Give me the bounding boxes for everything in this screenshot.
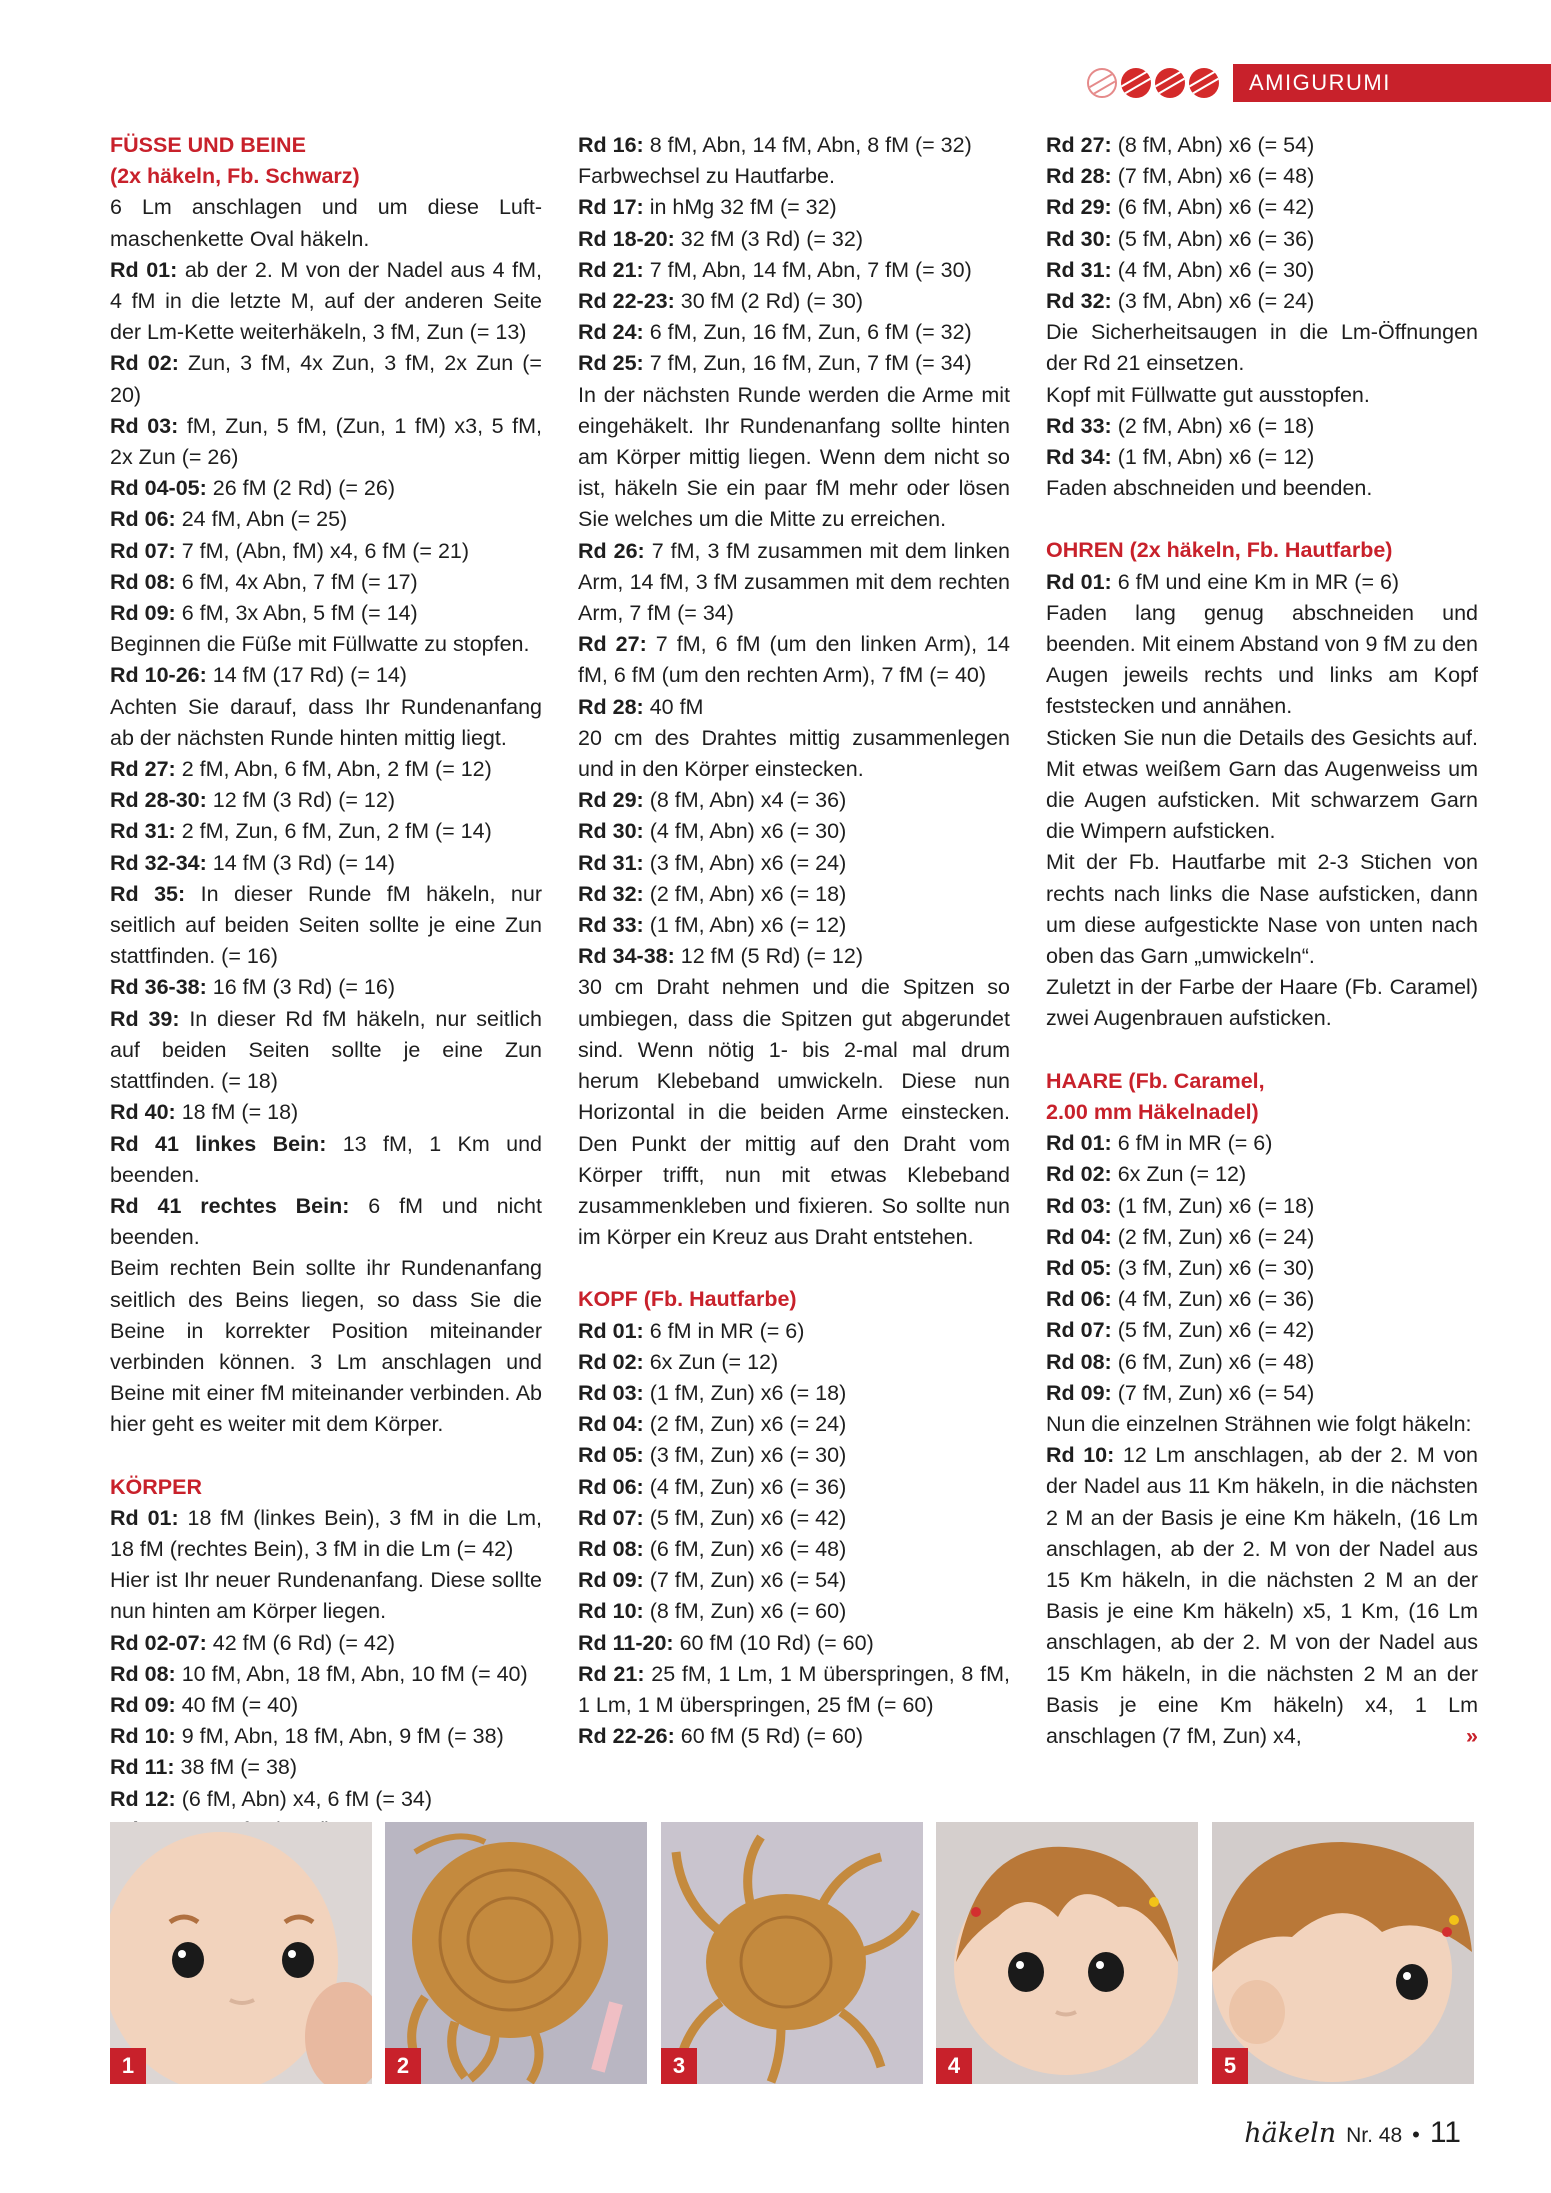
yarn-ball-icon <box>1155 68 1185 98</box>
round-label: Rd 01: <box>1046 1131 1112 1156</box>
round-instruction <box>578 1472 1010 1503</box>
round-label: Rd 08: <box>578 1536 644 1561</box>
round-text: 25 fM, 1 Lm, 1 M überspringen, 8 fM, 1 Lm, 1 M überspringen, 25 fM (= 60) <box>578 1661 1010 1717</box>
magazine-brand: häkeln <box>1244 2118 1337 2149</box>
round-label: Rd 03: <box>1046 1193 1112 1218</box>
round-label: Rd 10: <box>110 1724 176 1749</box>
round-text: 7 fM, 6 fM (um den linken Arm), 14 fM, 6 fM (um den rechten Arm), 7 fM (= 40) <box>578 632 1010 688</box>
round-label: Rd 06: <box>110 507 176 532</box>
text-column-3 <box>1046 130 1478 1752</box>
round-instruction <box>578 286 1010 317</box>
round-instruction <box>1046 286 1478 317</box>
round-label: Rd 09: <box>110 1692 176 1717</box>
round-instruction <box>110 411 542 473</box>
round-text: (3 fM, Abn) x6 (= 24) <box>643 850 847 875</box>
round-instruction <box>110 536 542 567</box>
round-label: Rd 29: <box>1046 195 1112 220</box>
round-label: Rd 07: <box>1046 1318 1112 1343</box>
section-spacer <box>1046 504 1478 535</box>
round-text: (1 fM, Abn) x6 (= 12) <box>1111 445 1315 470</box>
round-label: Rd 31: <box>578 850 644 875</box>
round-label: Rd 04: <box>1046 1224 1112 1249</box>
round-text: Zun, 3 fM, 4x Zun, 3 fM, 2x Zun (= 20) <box>110 351 542 407</box>
round-text: (5 fM, Zun) x6 (= 42) <box>1111 1318 1315 1343</box>
round-label: Rd 41 rechtes Bein: <box>110 1193 350 1218</box>
footer-bullet: • <box>1412 2122 1420 2147</box>
photo-number: 1 <box>110 2048 146 2084</box>
round-instruction <box>1046 161 1478 192</box>
round-text: (8 fM, Abn) x6 (= 54) <box>1111 133 1315 157</box>
instruction-text: 20 cm des Drahtes mittig zusammenlegen und in den Körper einstecken. <box>578 725 1010 782</box>
round-label: Rd 10: <box>1046 1443 1115 1468</box>
round-text: 16 fM (3 Rd) (= 16) <box>206 975 395 1000</box>
photo-5 <box>1212 1822 1474 2084</box>
round-instruction <box>1046 1191 1478 1222</box>
round-label: Rd 05: <box>1046 1255 1112 1280</box>
instruction-text: Farbwechsel zu Hautfarbe. <box>578 164 835 189</box>
round-label: Rd 31: <box>1046 257 1112 282</box>
round-label: Rd 39: <box>110 1006 180 1031</box>
photo-3-image <box>661 1822 923 2084</box>
round-instruction <box>578 1659 1010 1721</box>
round-instruction <box>110 1004 542 1098</box>
round-label: Rd 27: <box>110 757 176 782</box>
round-text: 2 fM, Zun, 6 fM, Zun, 2 fM (= 14) <box>175 819 492 844</box>
round-instruction <box>110 1690 542 1721</box>
issue-number: Nr. 48 <box>1346 2124 1403 2147</box>
round-label: Rd 01: <box>1046 569 1112 594</box>
round-text: (4 fM, Abn) x6 (= 30) <box>643 819 847 844</box>
round-label: Rd 22-26: <box>578 1724 675 1749</box>
round-text: (5 fM, Abn) x6 (= 36) <box>1111 226 1315 251</box>
round-label: Rd 35: <box>110 881 186 906</box>
photo-number: 2 <box>385 2048 421 2084</box>
round-label: Rd 09: <box>1046 1380 1112 1405</box>
round-instruction <box>110 1721 542 1752</box>
round-text: (3 fM, Zun) x6 (= 30) <box>1111 1255 1315 1280</box>
instruction-text: Beginnen die Füße mit Füllwatte zu stopfen. <box>110 632 530 657</box>
round-label: Rd 21: <box>578 1661 645 1686</box>
round-text: (2 fM, Abn) x6 (= 18) <box>1111 413 1315 438</box>
round-text: (7 fM, Zun) x6 (= 54) <box>1111 1380 1315 1405</box>
round-text: 6x Zun (= 12) <box>1111 1162 1247 1187</box>
round-instruction <box>110 598 542 629</box>
round-text: (4 fM, Abn) x6 (= 30) <box>1111 257 1315 282</box>
round-text: 12 fM (3 Rd) (= 12) <box>206 788 395 813</box>
round-instruction <box>578 1534 1010 1565</box>
round-text: (1 fM, Zun) x6 (= 18) <box>643 1380 847 1405</box>
round-label: Rd 04-05: <box>110 476 207 501</box>
round-instruction <box>578 192 1010 223</box>
round-text: (3 fM, Abn) x6 (= 24) <box>1111 289 1315 314</box>
round-label: Rd 11-20: <box>578 1630 674 1655</box>
round-label: Rd 03: <box>578 1380 644 1405</box>
round-text: 14 fM (17 Rd) (= 14) <box>206 663 407 688</box>
yarn-ball-icon <box>1189 68 1219 98</box>
round-label: Rd 02: <box>578 1349 644 1374</box>
section-heading: 2.00 mm Häkelnadel) <box>1046 1099 1259 1124</box>
photo-4-image <box>936 1822 1198 2084</box>
section-heading: KOPF (Fb. Hautfarbe) <box>578 1287 797 1312</box>
round-label: Rd 24: <box>578 320 644 345</box>
round-label: Rd 12: <box>110 1786 176 1811</box>
round-instruction <box>578 1440 1010 1471</box>
round-instruction <box>110 1097 542 1128</box>
round-instruction <box>578 1721 1010 1752</box>
round-text: 26 fM (2 Rd) (= 26) <box>206 476 395 501</box>
round-label: Rd 06: <box>1046 1287 1112 1312</box>
round-label: Rd 25: <box>578 351 644 376</box>
instruction-text: Zuletzt in der Farbe der Haare (Fb. Caramel) zwei Augenbrauen aufsticken. <box>1046 975 1478 1031</box>
round-instruction <box>110 567 542 598</box>
round-label: Rd 27: <box>1046 133 1112 157</box>
photo-2-image <box>385 1822 647 2084</box>
round-instruction <box>1046 1159 1478 1190</box>
round-text: 14 fM (3 Rd) (= 14) <box>206 850 395 875</box>
section-heading: OHREN (2x häkeln, Fb. Hautfarbe) <box>1046 538 1393 563</box>
round-instruction <box>110 1628 542 1659</box>
round-text: 6 fM, Zun, 16 fM, Zun, 6 fM (= 32) <box>643 320 972 345</box>
round-text: In dieser Rd fM häkeln, nur seitlich auf beiden Seiten sollte je eine Zun stattfinden. (= 18) <box>110 1006 542 1094</box>
round-label: Rd 07: <box>578 1505 644 1530</box>
round-text: (5 fM, Zun) x6 (= 42) <box>643 1505 847 1530</box>
round-text: (6 fM, Zun) x6 (= 48) <box>643 1536 847 1561</box>
round-instruction <box>110 1784 542 1815</box>
photo-4 <box>936 1822 1198 2084</box>
round-instruction <box>110 1191 542 1253</box>
round-instruction <box>1046 255 1478 286</box>
section-spacer <box>1046 1035 1478 1066</box>
round-instruction <box>110 972 542 1003</box>
round-label: Rd 33: <box>578 913 644 938</box>
round-instruction <box>1046 1347 1478 1378</box>
section-spacer <box>578 1253 1010 1284</box>
section-heading: KÖRPER <box>110 1474 202 1499</box>
round-instruction <box>110 1752 542 1783</box>
round-label: Rd 09: <box>578 1568 644 1593</box>
round-label: Rd 28: <box>578 694 644 719</box>
photo-2 <box>385 1822 647 2084</box>
round-text: (6 fM, Zun) x6 (= 48) <box>1111 1349 1315 1374</box>
round-label: Rd 10-26: <box>110 663 207 688</box>
round-text: 38 fM (= 38) <box>174 1755 298 1780</box>
round-instruction <box>110 473 542 504</box>
round-instruction <box>1046 1253 1478 1284</box>
photo-1 <box>110 1822 372 2084</box>
round-text: 60 fM (5 Rd) (= 60) <box>674 1724 863 1749</box>
round-instruction <box>578 1565 1010 1596</box>
round-label: Rd 03: <box>110 413 179 438</box>
round-instruction <box>110 1129 542 1191</box>
round-text: fM, Zun, 5 fM, (Zun, 1 fM) x3, 5 fM, 2x Zun (= 26) <box>110 413 542 470</box>
yarn-ball-icon <box>1121 68 1151 98</box>
round-instruction <box>110 504 542 535</box>
round-instruction <box>1046 1315 1478 1346</box>
round-instruction <box>578 1628 1010 1659</box>
round-text: (1 fM, Abn) x6 (= 12) <box>643 913 847 938</box>
continued-icon: » <box>1466 1723 1478 1748</box>
round-label: Rd 01: <box>110 257 178 282</box>
instruction-text: Nun die einzelnen Strähnen wie folgt häkeln: <box>1046 1411 1472 1436</box>
round-text: 2 fM, Abn, 6 fM, Abn, 2 fM (= 12) <box>175 757 492 782</box>
round-instruction <box>110 348 542 410</box>
round-text: 7 fM, Abn, 14 fM, Abn, 7 fM (= 30) <box>643 257 972 282</box>
round-label: Rd 41 linkes Bein: <box>110 1131 327 1156</box>
round-text: 6 fM in MR (= 6) <box>1111 1131 1273 1156</box>
round-label: Rd 11: <box>110 1755 175 1780</box>
round-text: (4 fM, Zun) x6 (= 36) <box>1111 1287 1315 1312</box>
page-footer <box>1244 2116 1461 2150</box>
round-label: Rd 09: <box>110 601 176 626</box>
round-text: (8 fM, Abn) x4 (= 36) <box>643 788 847 813</box>
round-instruction <box>578 317 1010 348</box>
round-text: 12 fM (5 Rd) (= 12) <box>674 944 863 969</box>
round-text: 40 fM (= 40) <box>175 1692 299 1717</box>
round-label: Rd 05: <box>578 1443 644 1468</box>
section-heading: HAARE (Fb. Caramel, <box>1046 1068 1265 1093</box>
round-text: 9 fM, Abn, 18 fM, Abn, 9 fM (= 38) <box>175 1724 504 1749</box>
round-instruction <box>578 348 1010 379</box>
round-instruction <box>578 255 1010 286</box>
round-label: Rd 06: <box>578 1474 644 1499</box>
round-text: 6 fM in MR (= 6) <box>643 1318 805 1343</box>
round-label: Rd 07: <box>110 538 176 563</box>
round-text: 40 fM <box>643 694 704 719</box>
round-instruction <box>578 848 1010 879</box>
page-number: 11 <box>1429 2116 1461 2149</box>
round-instruction <box>578 1378 1010 1409</box>
round-label: Rd 32: <box>578 881 644 906</box>
round-instruction <box>110 660 542 691</box>
round-text: 7 fM, 3 fM zusammen mit dem linken Arm, 14 fM, 3 fM zusammen mit dem rechten Arm, 7 fM (= 34) <box>578 538 1010 626</box>
instruction-text: Kopf mit Füllwatte gut ausstopfen. <box>1046 382 1370 407</box>
round-instruction <box>578 1503 1010 1534</box>
instruction-text: Sticken Sie nun die Details des Gesichts auf. Mit etwas weißem Garn das Augenweiss um die Augen aufsticken. Mit schwarzem Garn die Wimpern aufsticken. <box>1046 725 1478 844</box>
round-text: 8 fM, Abn, 14 fM, Abn, 8 fM (= 32) <box>643 133 972 157</box>
round-label: Rd 04: <box>578 1412 644 1437</box>
yarn-balls-logo <box>1087 68 1219 98</box>
round-instruction <box>578 1316 1010 1347</box>
round-instruction <box>1046 567 1478 598</box>
round-instruction <box>110 879 542 973</box>
round-label: Rd 40: <box>110 1100 176 1125</box>
round-text: (4 fM, Zun) x6 (= 36) <box>643 1474 847 1499</box>
round-instruction <box>110 255 542 349</box>
round-label: Rd 33: <box>1046 413 1112 438</box>
round-text: (2 fM, Zun) x6 (= 24) <box>1111 1224 1315 1249</box>
text-column-1 <box>110 130 542 1846</box>
round-label: Rd 08: <box>1046 1349 1112 1374</box>
round-text: 42 fM (6 Rd) (= 42) <box>206 1630 395 1655</box>
round-label: Rd 28-30: <box>110 788 207 813</box>
photo-3 <box>661 1822 923 2084</box>
section-spacer <box>110 1441 542 1472</box>
round-label: Rd 02: <box>1046 1162 1112 1187</box>
round-instruction <box>1046 411 1478 442</box>
round-text: 6x Zun (= 12) <box>643 1349 779 1374</box>
round-label: Rd 34: <box>1046 445 1112 470</box>
round-instruction <box>1046 130 1478 161</box>
round-instruction <box>578 629 1010 691</box>
round-instruction <box>1046 1378 1478 1409</box>
round-instruction <box>578 785 1010 816</box>
section-tag: AMIGURUMI <box>1233 64 1551 102</box>
photo-1-image <box>110 1822 372 2084</box>
round-label: Rd 34-38: <box>578 944 675 969</box>
round-label: Rd 02: <box>110 351 179 376</box>
round-label: Rd 30: <box>578 819 644 844</box>
round-instruction <box>578 816 1010 847</box>
round-text: 7 fM, (Abn, fM) x4, 6 fM (= 21) <box>175 538 470 563</box>
round-text: (6 fM, Abn) x4, 6 fM (= 34) <box>175 1786 433 1811</box>
round-text: 18 fM (= 18) <box>175 1100 299 1125</box>
round-label: Rd 27: <box>578 632 647 657</box>
round-label: Rd 17: <box>578 195 644 220</box>
yarn-ball-icon <box>1087 68 1117 98</box>
instruction-text: Mit der Fb. Hautfarbe mit 2-3 Stichen von rechts nach links die Nase aufsticken, dann um diese aufgestickte Nase von unten nach oben das Garn „umwickeln“. <box>1046 850 1478 969</box>
round-instruction <box>1046 224 1478 255</box>
round-text: 13 fM, 1 Km und beenden. <box>110 1131 543 1187</box>
round-instruction <box>1046 1222 1478 1253</box>
round-instruction <box>1046 192 1478 223</box>
round-instruction <box>578 692 1010 723</box>
round-instruction <box>578 130 1010 161</box>
round-label: Rd 22-23: <box>578 289 675 314</box>
round-label: Rd 21: <box>578 257 644 282</box>
round-instruction <box>110 785 542 816</box>
instruction-text: Hier ist Ihr neuer Rundenanfang. Diese sollte nun hinten am Körper liegen. <box>110 1568 542 1624</box>
round-text: 30 fM (2 Rd) (= 30) <box>674 289 863 314</box>
round-label: Rd 01: <box>110 1505 179 1530</box>
round-label: Rd 29: <box>578 788 644 813</box>
round-text: 6 fM, 3x Abn, 5 fM (= 14) <box>175 601 418 626</box>
round-instruction <box>110 816 542 847</box>
round-label: Rd 28: <box>1046 164 1112 189</box>
round-text: (2 fM, Zun) x6 (= 24) <box>643 1412 847 1437</box>
photo-number: 5 <box>1212 2048 1248 2084</box>
round-text: (6 fM, Abn) x6 (= 42) <box>1111 195 1315 220</box>
round-text: 7 fM, Zun, 16 fM, Zun, 7 fM (= 34) <box>643 351 972 376</box>
round-text: (3 fM, Zun) x6 (= 30) <box>643 1443 847 1468</box>
round-instruction <box>578 224 1010 255</box>
round-text: 6 fM und nicht beenden. <box>110 1193 542 1250</box>
round-instruction <box>578 1347 1010 1378</box>
photo-number: 4 <box>936 2048 972 2084</box>
round-text: 12 Lm anschlagen, ab der 2. M von der Nadel aus 11 Km häkeln, in die nächsten 2 M an der Basis je eine Km häkeln, (16 Lm anschlagen, ab der 2. M von der Nadel aus 15 Km häkeln, in die nächsten 2 M an der Basis je eine Km häkeln) x5, 1 Km, (16 Lm anschlagen, ab der 2. M von der Nadel aus 15 Km häkeln, in die nächsten 2 M an der Basis je eine Km häkeln) x4, 1 Lm anschlagen (7 fM, Zun) x4, <box>1046 1443 1478 1748</box>
round-label: Rd 02-07: <box>110 1630 207 1655</box>
round-instruction <box>578 1596 1010 1627</box>
round-label: Rd 32-34: <box>110 850 207 875</box>
round-instruction <box>1046 1440 1478 1752</box>
round-label: Rd 08: <box>110 569 176 594</box>
round-label: Rd 31: <box>110 819 176 844</box>
round-text: in hMg 32 fM (= 32) <box>643 195 837 220</box>
round-text: (7 fM, Zun) x6 (= 54) <box>643 1568 847 1593</box>
text-column-2 <box>578 130 1010 1752</box>
round-label: Rd 32: <box>1046 289 1112 314</box>
round-instruction <box>110 1659 542 1690</box>
round-instruction <box>578 536 1010 630</box>
section-heading: (2x häkeln, Fb. Schwarz) <box>110 164 360 189</box>
instruction-text: Beim rechten Bein sollte ihr Rundenanfang seitlich des Beins liegen, so dass Sie die Beine in korrekter Position miteinander verbinden können. 3 Lm anschlagen und Beine mit einer fM miteinander verbinden. Ab hier geht es weiter mit dem Körper. <box>110 1256 542 1437</box>
round-instruction <box>578 941 1010 972</box>
round-text: (8 fM, Zun) x6 (= 60) <box>643 1599 847 1624</box>
photo-number: 3 <box>661 2048 697 2084</box>
round-text: (7 fM, Abn) x6 (= 48) <box>1111 164 1315 189</box>
instruction-text: In der nächsten Runde werden die Arme mit eingehäkelt. Ihr Rundenanfang sollte hinten am Körper mittig liegen. Wenn dem nicht so ist, häkeln Sie ein paar fM mehr oder lösen Sie welches um die Mitte zu erreichen. <box>578 382 1010 532</box>
section-header <box>1087 64 1551 102</box>
round-instruction <box>110 1503 542 1565</box>
round-label: Rd 18-20: <box>578 226 675 251</box>
round-label: Rd 08: <box>110 1661 176 1686</box>
photo-strip <box>110 1822 1474 2084</box>
round-instruction <box>110 754 542 785</box>
round-text: 18 fM (linkes Bein), 3 fM in die Lm, 18 fM (rechtes Bein), 3 fM in die Lm (= 42) <box>110 1505 542 1561</box>
instruction-text: Achten Sie darauf, dass Ihr Rundenanfang ab der nächsten Runde hinten mittig liegt. <box>110 694 542 750</box>
round-text: 32 fM (3 Rd) (= 32) <box>674 226 863 251</box>
round-text: (1 fM, Zun) x6 (= 18) <box>1111 1193 1315 1218</box>
round-instruction <box>1046 1284 1478 1315</box>
round-instruction <box>578 1409 1010 1440</box>
section-heading: FÜSSE UND BEINE <box>110 133 306 157</box>
round-instruction <box>578 879 1010 910</box>
instruction-text: Faden lang genug abschneiden und beenden. Mit einem Abstand von 9 fM zu den Augen jeweils rechts und links am Kopf feststecken und annähen. <box>1046 600 1478 719</box>
round-text: (2 fM, Abn) x6 (= 18) <box>643 881 847 906</box>
round-text: 6 fM und eine Km in MR (= 6) <box>1111 569 1400 594</box>
instruction-text: Faden abschneiden und beenden. <box>1046 476 1373 501</box>
round-text: 6 fM, 4x Abn, 7 fM (= 17) <box>175 569 418 594</box>
instruction-text: Die Sicherheitsaugen in die Lm-Öffnungen der Rd 21 einsetzen. <box>1046 320 1478 376</box>
round-label: Rd 16: <box>578 133 644 157</box>
round-instruction <box>1046 1128 1478 1159</box>
round-label: Rd 26: <box>578 538 645 563</box>
photo-5-image <box>1212 1822 1474 2084</box>
round-instruction <box>578 910 1010 941</box>
round-text: 60 fM (10 Rd) (= 60) <box>673 1630 874 1655</box>
round-text: In dieser Runde fM häkeln, nur seitlich auf beiden Seiten sollte je eine Zun stattfinden. (= 16) <box>110 881 542 969</box>
round-label: Rd 36-38: <box>110 975 207 1000</box>
round-label: Rd 01: <box>578 1318 644 1343</box>
instruction-text: 6 Lm anschlagen und um diese Luft-maschenkette Oval häkeln. <box>110 195 542 251</box>
round-text: 10 fM, Abn, 18 fM, Abn, 10 fM (= 40) <box>175 1661 528 1686</box>
round-text: 24 fM, Abn (= 25) <box>175 507 348 532</box>
round-text: ab der 2. M von der Nadel aus 4 fM, 4 fM in die letzte M, auf der anderen Seite der Lm-Kette weiterhäkeln, 3 fM, Zun (= 13) <box>110 257 542 345</box>
round-instruction <box>1046 442 1478 473</box>
round-label: Rd 30: <box>1046 226 1112 251</box>
instruction-text: 30 cm Draht nehmen und die Spitzen so umbiegen, dass die Spitzen gut abgerundet sind. Wenn nötig 1- bis 2-mal mal drum herum Klebeband umwickeln. Diese nun Horizontal in die beiden Arme einstecken. Den Punkt der mittig auf den Draht vom Körper trifft, nun mit etwas Klebeband zusammenkleben und fixieren. So sollte nun im Körper ein Kreuz aus Draht entstehen. <box>578 975 1010 1250</box>
round-label: Rd 10: <box>578 1599 644 1624</box>
round-instruction <box>110 848 542 879</box>
